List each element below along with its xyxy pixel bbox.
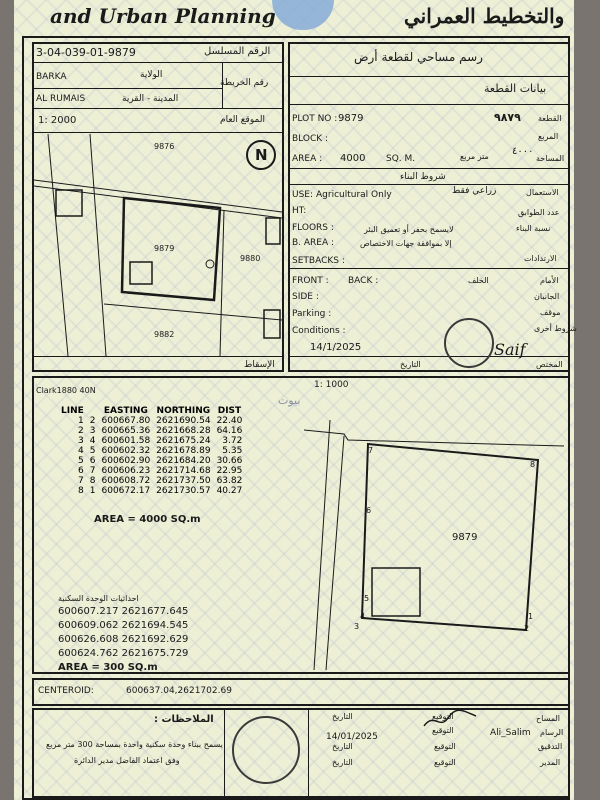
- official-signature: Saif: [494, 340, 526, 359]
- plot-no-ar: ٩٨٧٩: [494, 111, 521, 124]
- remark-line: وفق اعتماد الفاضل مدير الدائرة: [74, 756, 180, 765]
- table-cell: 4: [89, 436, 96, 446]
- neighbor-plot: 9880: [240, 254, 261, 263]
- block-label: BLOCK :: [292, 134, 329, 144]
- use-label: USE:: [292, 190, 314, 200]
- table-cell: 7: [89, 466, 96, 476]
- plot-date: 14/1/2025: [310, 342, 362, 353]
- table-cell: 5: [89, 446, 96, 456]
- table-cell: 6: [89, 456, 96, 466]
- area-label-ar: المساحة: [536, 154, 565, 163]
- table-row: [58, 476, 245, 486]
- footer-signature-label: التوقيع: [432, 712, 454, 721]
- housing-point: 600626.608 2621692.629: [58, 634, 189, 645]
- table-cell: 8: [89, 476, 96, 486]
- area-unit: SQ. M.: [386, 154, 416, 164]
- checker-label: التدقيق: [538, 742, 563, 751]
- table-row: [58, 446, 245, 456]
- table-row: [58, 486, 245, 496]
- centroid-row: [32, 678, 570, 706]
- table-cell: 3: [89, 426, 96, 436]
- footer-date-label: التاريخ: [332, 742, 353, 751]
- official-seal-icon: [444, 318, 494, 368]
- survey-document: [14, 0, 577, 800]
- table-cell: 1: [89, 486, 96, 496]
- use-label-ar: الاستعمال: [526, 188, 559, 197]
- table-cell: 600601.58: [101, 436, 151, 446]
- table-row: [58, 416, 245, 426]
- north-arrow-icon: N: [246, 140, 276, 170]
- table-cell: 3: [78, 436, 84, 446]
- watermark: بيوت: [278, 394, 301, 407]
- location-label: الموقع العام: [220, 115, 265, 125]
- footer-signature-label: التوقيع: [434, 742, 456, 751]
- wilayat-value: BARKA: [36, 72, 67, 82]
- plot-area-total: AREA = 4000 SQ.m: [94, 514, 201, 525]
- housing-title: احداثيات الوحدة السكنية: [58, 594, 139, 603]
- table-row: [58, 436, 245, 446]
- table-cell: 600672.17: [101, 486, 151, 496]
- vertex-label: 3: [354, 622, 360, 631]
- neighbor-plot: 9882: [154, 330, 175, 339]
- emblem-logo: [272, 0, 334, 30]
- header-title-en: and Urban Planning: [50, 4, 276, 28]
- housing-point: 600624.762 2621675.729: [58, 648, 189, 659]
- table-cell: 2: [89, 416, 96, 426]
- conditions-label: Conditions :: [292, 326, 346, 336]
- table-cell: 3.72: [222, 436, 243, 446]
- coordinates-table: [58, 406, 245, 496]
- drafter-name: Ali_Salim: [490, 728, 531, 738]
- map-number-label: رقم الخريطة: [220, 78, 269, 88]
- remark-line: يسمح ببناء وحدة سكنية واحدة بمساحة 300 متر مربع: [46, 740, 223, 749]
- header-title-ar: والتخطيط العمراني: [404, 4, 565, 28]
- footer-signature-label: التوقيع: [432, 726, 454, 735]
- centroid-value: 600637.04,2621702.69: [126, 686, 232, 696]
- remarks-title: الملاحظات :: [154, 714, 214, 725]
- table-header: EASTING: [103, 406, 148, 416]
- table-cell: 22.95: [216, 466, 243, 476]
- parking-label-ar: موقف: [540, 308, 561, 317]
- footer-panel: [32, 708, 570, 798]
- table-cell: 5: [78, 456, 84, 466]
- plot-no-value: 9879: [338, 113, 364, 124]
- projection-label: الإسقاط: [244, 360, 275, 370]
- area-value-ar: ٤٠٠٠: [512, 146, 534, 157]
- table-cell: 4: [78, 446, 84, 456]
- building-conditions-title: شروط البناء: [400, 172, 446, 182]
- plot-no-label: PLOT NO :: [292, 114, 338, 124]
- table-cell: 7: [78, 476, 84, 486]
- housing-point: 600609.062 2621694.545: [58, 620, 189, 631]
- table-cell: 40.27: [216, 486, 243, 496]
- table-cell: 600606.23: [101, 466, 151, 476]
- village-label: المدينة - القرية: [122, 94, 179, 104]
- signature-scribble-icon: [422, 706, 478, 732]
- doc-title-ar: رسم مساحي لقطعة أرض: [354, 50, 483, 64]
- back-label-ar: الخلف: [468, 276, 489, 285]
- footer-signature-label: التوقيع: [434, 758, 456, 767]
- table-cell: 2621730.57: [156, 486, 211, 496]
- table-header: NORTHING: [156, 406, 211, 416]
- side-label-ar: الجانبان: [534, 292, 560, 301]
- date-label-ar: التاريخ: [400, 360, 421, 369]
- floors-label: FLOORS :: [292, 223, 334, 233]
- neighbor-plot: 9879: [154, 244, 175, 253]
- table-cell: 30.66: [216, 456, 243, 466]
- vertex-label: 1: [528, 612, 534, 621]
- table-row: [58, 466, 245, 476]
- table-cell: 5.35: [222, 446, 243, 456]
- well-note-2: إلا بموافقة جهات الاختصاص: [360, 239, 452, 248]
- plan-scale: 1: 1000: [314, 380, 349, 390]
- table-cell: 2621690.54: [156, 416, 211, 426]
- table-cell: 2621668.28: [156, 426, 211, 436]
- plot-section-title: بيانات القطعة: [484, 82, 547, 95]
- back-label: BACK :: [348, 276, 379, 286]
- vertex-label: 8: [530, 460, 536, 469]
- serial-number: 3-04-039-01-9879: [36, 46, 136, 59]
- datum: Clark1880 40N: [36, 386, 96, 395]
- table-cell: 600602.32: [101, 446, 151, 456]
- table-cell: 2621684.20: [156, 456, 211, 466]
- plan-plot-number: 9879: [452, 532, 478, 543]
- vertex-label: 7: [368, 446, 374, 455]
- table-cell: 600667.80: [101, 416, 151, 426]
- table-cell: 63.82: [216, 476, 243, 486]
- setbacks-label: SETBACKS :: [292, 256, 345, 266]
- table-cell: 6: [78, 466, 84, 476]
- housing-point: 600607.217 2621677.645: [58, 606, 189, 617]
- ht-label-ar: عدد الطوابق: [518, 208, 560, 217]
- table-cell: 2621714.68: [156, 466, 211, 476]
- signature-label-ar: المختص: [536, 360, 563, 369]
- footer-date: 14/01/2025: [326, 732, 378, 742]
- centroid-label: CENTEROID:: [38, 686, 94, 696]
- floors-label-ar: نسبة البناء: [516, 224, 551, 233]
- table-cell: 600608.72: [101, 476, 151, 486]
- area-value: 4000: [340, 153, 366, 164]
- table-row: [58, 426, 245, 436]
- surveyor-label: المساح: [536, 714, 561, 723]
- table-header: LINE: [61, 406, 84, 416]
- table-cell: 2: [78, 426, 84, 436]
- table-cell: 600665.36: [101, 426, 151, 436]
- setbacks-label-ar: الارتدادات: [524, 254, 557, 263]
- use-value: Agricultural Only: [316, 190, 392, 200]
- footer-date-label: التاريخ: [332, 758, 353, 767]
- area-unit-ar: متر مربع: [460, 152, 489, 161]
- vertex-label: 2: [524, 624, 530, 633]
- vertex-label: 5: [364, 594, 370, 603]
- parking-label: Parking :: [292, 309, 332, 319]
- manager-label: المدير: [540, 758, 561, 767]
- plot-label-ar: القطعة: [538, 114, 562, 123]
- table-cell: 2621678.89: [156, 446, 211, 456]
- village-value: AL RUMAIS: [36, 94, 86, 104]
- conditions-label-ar: شروط أخرى: [534, 324, 577, 333]
- side-label: SIDE :: [292, 292, 319, 302]
- well-note-1: لايسمح بحفر أو تعميق البئر: [364, 225, 454, 234]
- ministry-seal-icon: [232, 716, 300, 784]
- table-header: DIST: [217, 406, 242, 416]
- use-value-ar: زراعي فقط: [452, 186, 497, 196]
- housing-area: AREA = 300 SQ.m: [58, 662, 158, 673]
- table-cell: 64.16: [216, 426, 243, 436]
- table-cell: 2621675.24: [156, 436, 211, 446]
- table-cell: 8: [78, 486, 84, 496]
- table-cell: 22.40: [216, 416, 243, 426]
- drafter-label: الرسام: [540, 728, 564, 737]
- front-label-ar: الأمام: [540, 276, 559, 285]
- wilayat-label: الولاية: [140, 70, 163, 80]
- footer-date-label: التاريخ: [332, 712, 353, 721]
- vertex-label: 6: [366, 506, 372, 515]
- b-area-label: B. AREA :: [292, 238, 335, 248]
- location-scale: 1: 2000: [38, 115, 77, 126]
- front-label: FRONT :: [292, 276, 329, 286]
- vertex-label: 4: [360, 612, 366, 621]
- serial-label: الرقم المسلسل: [204, 46, 271, 57]
- table-cell: 1: [78, 416, 84, 426]
- area-label: AREA :: [292, 154, 323, 164]
- table-cell: 2621737.50: [156, 476, 211, 486]
- table-cell: 600602.90: [101, 456, 151, 466]
- table-row: [58, 456, 245, 466]
- ht-label: HT:: [292, 206, 307, 216]
- block-label-ar: المربع: [538, 132, 559, 141]
- neighbor-plot: 9876: [154, 142, 175, 151]
- table-header: [87, 406, 99, 416]
